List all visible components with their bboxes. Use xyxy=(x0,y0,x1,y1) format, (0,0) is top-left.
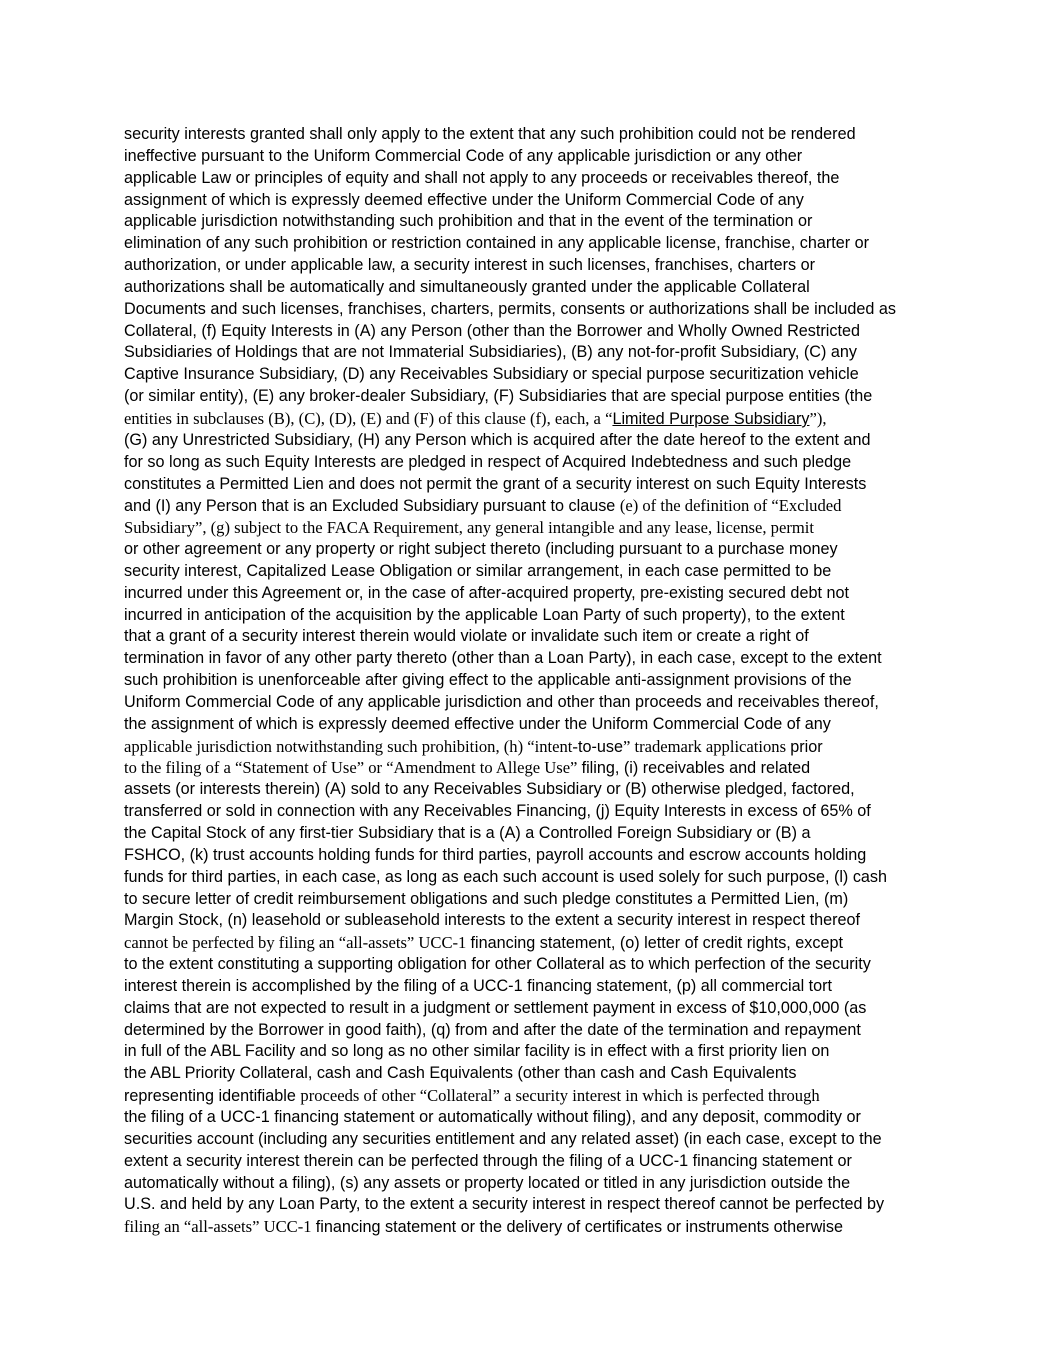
text-line xyxy=(124,1173,954,1195)
text-line xyxy=(124,714,954,736)
text-line xyxy=(124,889,954,911)
text-segment: incurred in anticipation of the acquisition by the applicable Loan Party of such property), to the extent xyxy=(124,605,845,624)
text-segment: interest therein is accomplished by the filing of a UCC-1 financing statement, (p) all commercial tort xyxy=(124,976,833,995)
text-segment: Subsidiaries of Holdings that are not Immaterial Subsidiaries), (B) any not-for-profit Subsidiary, (C) any xyxy=(124,343,857,362)
text-line xyxy=(124,583,954,605)
text-segment: to secure letter of credit reimbursement obligations and such pledge constitutes a Permitted Lien, (m) xyxy=(124,889,849,908)
text-line xyxy=(124,342,954,364)
text-segment: in full of the ABL Facility and so long as no other similar facility is in effect with a first priority lien on xyxy=(124,1042,830,1061)
text-line xyxy=(124,1216,954,1238)
text-line xyxy=(124,1129,954,1151)
text-segment: Documents and such licenses, franchises, charters, permits, consents or authorizations shall be included as xyxy=(124,299,896,318)
text-line xyxy=(124,1107,954,1129)
text-line xyxy=(124,517,954,539)
text-line xyxy=(124,976,954,998)
text-line xyxy=(124,845,954,867)
text-segment: Collateral, (f) Equity Interests in (A) any Person (other than the Borrower and Wholly Owned Restricted xyxy=(124,321,860,340)
text-segment: such prohibition is unenforceable after giving effect to the applicable anti-assignment provisions of the xyxy=(124,671,852,690)
text-segment: for so long as such Equity Interests are pledged in respect of Acquired Indebtedness and such pledge xyxy=(124,452,852,471)
text-segment: that a grant of a security interest therein would violate or invalidate such item or create a right of xyxy=(124,627,809,646)
text-segment: authorizations shall be automatically and simultaneously granted under the applicable Collateral xyxy=(124,277,810,296)
text-line xyxy=(124,561,954,583)
text-segment: financing statement, (o) letter of credit rights, except xyxy=(470,934,843,953)
text-line xyxy=(124,910,954,932)
text-segment: ” trademark applications xyxy=(622,736,791,756)
text-segment: authorization, or under applicable law, a security interest in such licenses, franchises, charters or xyxy=(124,256,816,275)
text-line xyxy=(124,539,954,561)
text-segment: ”), xyxy=(809,408,827,428)
text-segment: the filing of a UCC-1 financing statement or automatically without filing), and any deposit, commodity or xyxy=(124,1107,861,1126)
text-line xyxy=(124,190,954,212)
text-line xyxy=(124,146,954,168)
text-segment: (G) any Unrestricted Subsidiary, (H) any Person which is acquired after the date hereof to the extent and xyxy=(124,430,871,449)
text-line xyxy=(124,1020,954,1042)
text-segment: claims that are not expected to result in a judgment or settlement payment in excess of $10,000,000 (as xyxy=(124,998,867,1017)
text-line xyxy=(124,233,954,255)
text-line xyxy=(124,823,954,845)
text-line xyxy=(124,124,954,146)
text-line xyxy=(124,364,954,386)
text-segment: assignment of which is expressly deemed effective under the Uniform Commercial Code of any xyxy=(124,190,804,209)
text-segment: Subsidiary”, (g) subject to the FACA Requirement, any general intangible and any lease, license, permit xyxy=(124,518,814,538)
text-line xyxy=(124,386,954,408)
text-segment: constitutes a Permitted Lien and does not permit the grant of a security interest on such Equity Interests xyxy=(124,474,867,493)
text-segment: Captive Insurance Subsidiary, (D) any Receivables Subsidiary or special purpose securitization vehicle xyxy=(124,365,859,384)
defined-term: Limited Purpose Subsidiary xyxy=(612,409,810,428)
text-segment: to the extent constituting a supporting obligation for other Collateral as to which perfection of the security xyxy=(124,955,871,974)
text-segment: automatically without a filing), (s) any assets or property located or titled in any jurisdiction outside the xyxy=(124,1173,851,1192)
text-segment: to the filing of a “Statement of Use” or “Amendment to Allege Use” xyxy=(124,758,582,778)
text-segment: Margin Stock, (n) leasehold or subleasehold interests to the extent a security interest in respect thereof xyxy=(124,911,861,930)
body-text xyxy=(124,124,954,1238)
text-line xyxy=(124,692,954,714)
text-line xyxy=(124,998,954,1020)
text-segment: proceeds of other “Collateral” a security interest in which is perfected through xyxy=(300,1086,820,1106)
text-segment: assets (or interests therein) (A) sold to any Receivables Subsidiary or (B) otherwise pledged, factored, xyxy=(124,780,855,799)
text-segment: ineffective pursuant to the Uniform Commercial Code of any applicable jurisdiction or any other xyxy=(124,146,803,165)
text-line xyxy=(124,495,954,517)
text-segment: (e) of the definition of “Excluded xyxy=(619,496,842,516)
text-segment: Uniform Commercial Code of any applicable jurisdiction and other than proceeds and receivables thereof, xyxy=(124,692,879,711)
text-line xyxy=(124,670,954,692)
text-line xyxy=(124,168,954,190)
text-segment: representing identifiable xyxy=(124,1087,301,1106)
text-segment: filing an “all-assets” UCC-1 xyxy=(124,1217,316,1237)
text-segment: the ABL Priority Collateral, cash and Cash Equivalents (other than cash and Cash Equivalents xyxy=(124,1064,797,1083)
text-line xyxy=(124,255,954,277)
text-segment: the assignment of which is expressly deemed effective under the Uniform Commercial Code of any xyxy=(124,714,831,733)
text-line xyxy=(124,736,954,758)
text-segment: (or similar entity), (E) any broker-dealer Subsidiary, (F) Subsidiaries that are special purpose entities (the xyxy=(124,387,873,406)
text-segment: security interest, Capitalized Lease Obligation or similar arrangement, in each case permitted to be xyxy=(124,561,832,580)
text-line xyxy=(124,757,954,779)
text-line xyxy=(124,648,954,670)
text-line xyxy=(124,954,954,976)
text-line xyxy=(124,430,954,452)
text-segment: incurred under this Agreement or, in the case of after-acquired property, pre-existing secured debt not xyxy=(124,583,849,602)
text-segment: entities in subclauses (B), (C), (D), (E) and (F) of this clause (f), each, a “ xyxy=(124,408,613,428)
text-line xyxy=(124,1041,954,1063)
text-segment: applicable jurisdiction notwithstanding such prohibition and that in the event of the termination or xyxy=(124,212,813,231)
text-line xyxy=(124,299,954,321)
text-segment: extent a security interest therein can be perfected through the filing of a UCC-1 financing statement or xyxy=(124,1151,852,1170)
text-line xyxy=(124,1063,954,1085)
text-segment: and (I) any Person that is an Excluded Subsidiary pursuant to clause xyxy=(124,497,620,516)
text-line xyxy=(124,626,954,648)
text-segment: securities account (including any securities entitlement and any related asset) (in each case, except to the xyxy=(124,1129,882,1148)
text-segment: elimination of any such prohibition or restriction contained in any applicable license, franchise, charter or xyxy=(124,234,870,253)
text-line xyxy=(124,474,954,496)
text-segment: to-use xyxy=(577,737,623,756)
text-line xyxy=(124,932,954,954)
text-segment: termination in favor of any other party thereto (other than a Loan Party), in each case, except to the extent xyxy=(124,649,882,668)
text-segment: determined by the Borrower in good faith), (q) from and after the date of the termination and repayment xyxy=(124,1020,861,1039)
text-line xyxy=(124,801,954,823)
text-segment: cannot be perfected by filing an “all-assets” UCC-1 xyxy=(124,933,471,953)
text-line xyxy=(124,1194,954,1216)
text-segment: FSHCO, (k) trust accounts holding funds for third parties, payroll accounts and escrow accounts holding xyxy=(124,845,867,864)
text-line xyxy=(124,321,954,343)
text-line xyxy=(124,1085,954,1107)
text-segment: the Capital Stock of any first-tier Subsidiary that is a (A) a Controlled Foreign Subsidiary or (B) a xyxy=(124,824,811,842)
text-line xyxy=(124,605,954,627)
text-line xyxy=(124,1151,954,1173)
text-segment: financing statement or the delivery of certificates or instruments otherwise xyxy=(315,1218,843,1237)
text-segment: transferred or sold in connection with any Receivables Financing, (j) Equity Interests in excess of 65% of xyxy=(124,802,871,821)
text-segment: filing, (i) receivables and related xyxy=(581,759,811,778)
text-line xyxy=(124,779,954,801)
text-line xyxy=(124,408,954,430)
text-line xyxy=(124,211,954,233)
text-segment: prior xyxy=(790,737,823,756)
text-line xyxy=(124,452,954,474)
text-line xyxy=(124,867,954,889)
text-segment: applicable jurisdiction notwithstanding such prohibition, (h) “intent- xyxy=(124,736,578,756)
text-segment: security interests granted shall only apply to the extent that any such prohibition could not be rendered xyxy=(124,125,856,143)
text-line xyxy=(124,277,954,299)
text-segment: or other agreement or any property or right subject thereto (including pursuant to a purchase money xyxy=(124,540,838,559)
text-segment: U.S. and held by any Loan Party, to the extent a security interest in respect thereof cannot be perfected by xyxy=(124,1195,885,1214)
text-segment: applicable Law or principles of equity and shall not apply to any proceeds or receivables thereof, the xyxy=(124,168,840,187)
text-segment: funds for third parties, in each case, as long as each such account is used solely for such purpose, (l) cash xyxy=(124,867,888,886)
